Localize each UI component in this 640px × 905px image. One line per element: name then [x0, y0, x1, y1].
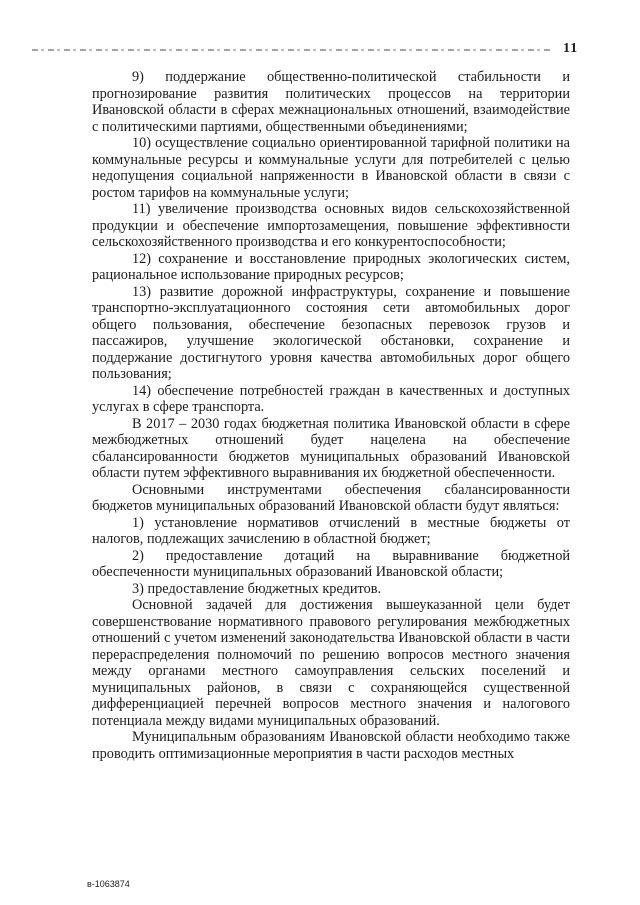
paragraph-main-task: Основной задачей для достижения вышеуказанной цели будет совершенствование нормативного правового регулирования межбюджетных отношений с учетом изменений законодательства Ивановской области в части перераспределения полномочий по решению вопросов местного значения между органами местного самоуправления сельских поселений и муниципальных районов, в связи с сохраняющейся существенной дифференциацией перечней вопросов местного значения и налогового потенциала между видами муниципальных образований. [92, 597, 570, 729]
document-body [92, 69, 570, 762]
paragraph-item-11: 11) увеличение производства основных видов сельскохозяйственной продукции и обеспечение импортозамещения, повышение эффективности сельскохозяйственного производства и его конкурентоспособности; [92, 201, 570, 250]
paragraph-item-13: 13) развитие дорожной инфраструктуры, сохранение и повышение транспортно-эксплуатационного состояния сети автомобильных дорог общего пользования, обеспечение безопасных перевозок грузов и пассажиров, улучшение экологической обстановки, сохранение и поддержание достигнутого уровня качества автомобильных дорог общего пользования; [92, 283, 570, 382]
paragraph-item-10: 10) осуществление социально ориентированной тарифной политики на коммунальные ресурсы и коммунальные услуги для потребителей с целью недопущения социальной напряженности в Ивановской области в связи с ростом тарифов на коммунальные услуги; [92, 135, 570, 201]
paragraph-instrument-1: 1) установление нормативов отчислений в местные бюджеты от налогов, подлежащих зачислению в областной бюджет; [92, 514, 570, 547]
paragraph-item-9: 9) поддержание общественно-политической стабильности и прогнозирование развития политических процессов на территории Ивановской области в сферах межнациональных отношений, взаимодействие с политическими партиями, общественными объединениями; [92, 69, 570, 135]
page-number: 11 [563, 41, 579, 56]
paragraph-instrument-3: 3) предоставление бюджетных кредитов. [132, 580, 382, 597]
paragraph-municipal-optimization: Муниципальным образованиям Ивановской области необходимо также проводить оптимизационные мероприятия в части расходов местных [92, 729, 570, 762]
paragraph-instruments: Основными инструментами обеспечения сбалансированности бюджетов муниципальных образований Ивановской области будут являться: [92, 481, 570, 514]
scan-artifact-line [32, 49, 552, 51]
paragraph-budget-policy: В 2017 – 2030 годах бюджетная политика Ивановской области в сфере межбюджетных отношений будет нацелена на обеспечение сбалансированности бюджетов муниципальных образований Ивановской области путем эффективного выравнивания их бюджетной обеспеченности. [92, 415, 570, 481]
paragraph-item-12: 12) сохранение и восстановление природных экологических систем, рациональное использование природных ресурсов; [92, 250, 570, 283]
document-code: в-1063874 [87, 879, 130, 889]
paragraph-instrument-2: 2) предоставление дотаций на выравнивание бюджетной обеспеченности муниципальных образований Ивановской области; [92, 547, 570, 580]
paragraph-item-14: 14) обеспечение потребностей граждан в качественных и доступных услугах в сфере транспорта. [92, 382, 570, 415]
